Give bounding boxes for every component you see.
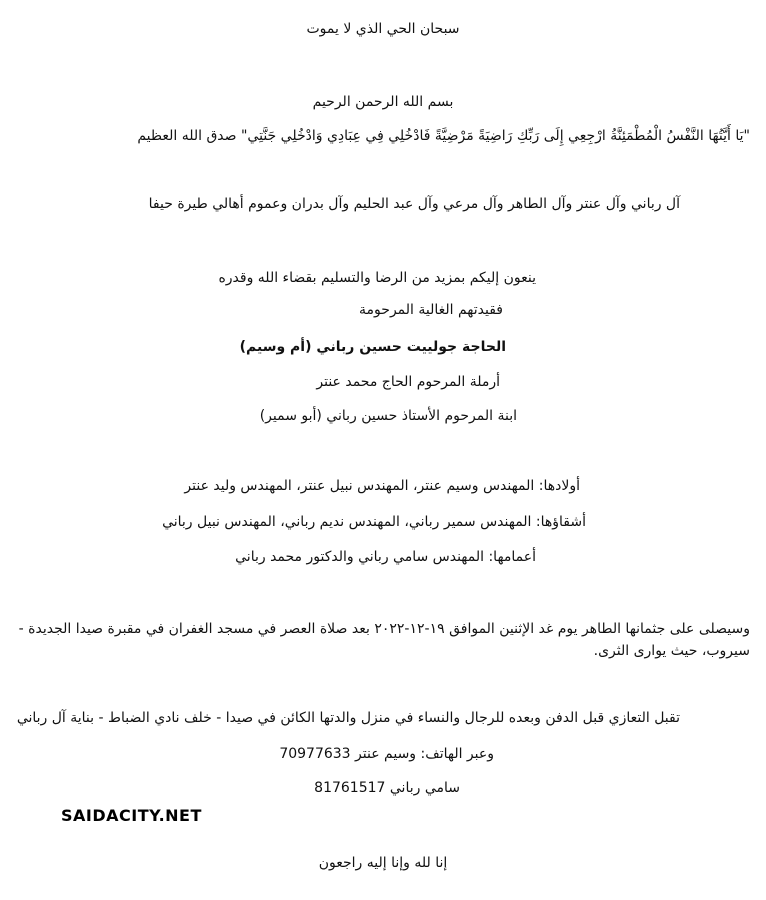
deceased-name: الحاجة جولييت حسين رباني (أم وسيم) (239, 339, 506, 355)
widow-of-line: أرملة المرحوم الحاج محمد عنتر (316, 374, 500, 390)
funeral-line-2: سيروب، حيث يوارى الثرى. (593, 643, 750, 659)
children-line: أولادها: المهندس وسيم عنتر، المهندس نبيل عنتر، المهندس وليد عنتر (184, 478, 580, 494)
header-line: سبحان الحي الذي لا يموت (306, 21, 460, 37)
uncles-line: أعمامها: المهندس سامي رباني والدكتور محمد رباني (235, 549, 536, 565)
quran-verse: "يَا أَيَّتُهَا النَّفْسُ الْمُطْمَئِنَّةُ ارْجِعِي إِلَى رَبِّكِ رَاضِيَةً مَرْضِيَّةً فَادْخُلِي فِي عِبَادِي وَادْخُلِي جَنَّتِي" صدق الله العظيم (137, 128, 750, 144)
families-line: آل رباني وآل عنتر وآل الطاهر وآل مرعي وآل عبد الحليم وآل بدران وعموم أهالي طيرة حيفا (148, 196, 680, 212)
phone-line-1: وعبر الهاتف: وسيم عنتر 70977633 (279, 746, 494, 762)
funeral-line-1: وسيصلى على جثمانها الطاهر يوم غد الإثنين الموافق ١٩-١٢-٢٠٢٢ بعد صلاة العصر في مسجد الغفران في مقبرة صيدا الجديدة - (18, 621, 750, 637)
daughter-of-line: ابنة المرحوم الأستاذ حسين رباني (أبو سمير) (259, 408, 517, 424)
phone-line-2: سامي رباني 81761517 (314, 780, 460, 796)
saidacity-watermark: SAIDACITY.NET (61, 806, 202, 825)
basmala-line: بسم الله الرحمن الرحيم (312, 94, 454, 110)
deceased-intro: فقيدتهم الغالية المرحومة (359, 302, 503, 318)
condolences-line: تقبل التعازي قبل الدفن وبعده للرجال والنساء في منزل والدتها الكائن في صيدا - خلف نادي الضباط - بناية آل رباني (16, 710, 680, 726)
brothers-line: أشقاؤها: المهندس سمير رباني، المهندس نديم رباني، المهندس نبيل رباني (162, 514, 586, 530)
mourning-line: ينعون إليكم بمزيد من الرضا والتسليم بقضاء الله وقدره (218, 270, 536, 286)
closing-line: إنا لله وإنا إليه راجعون (318, 855, 448, 871)
